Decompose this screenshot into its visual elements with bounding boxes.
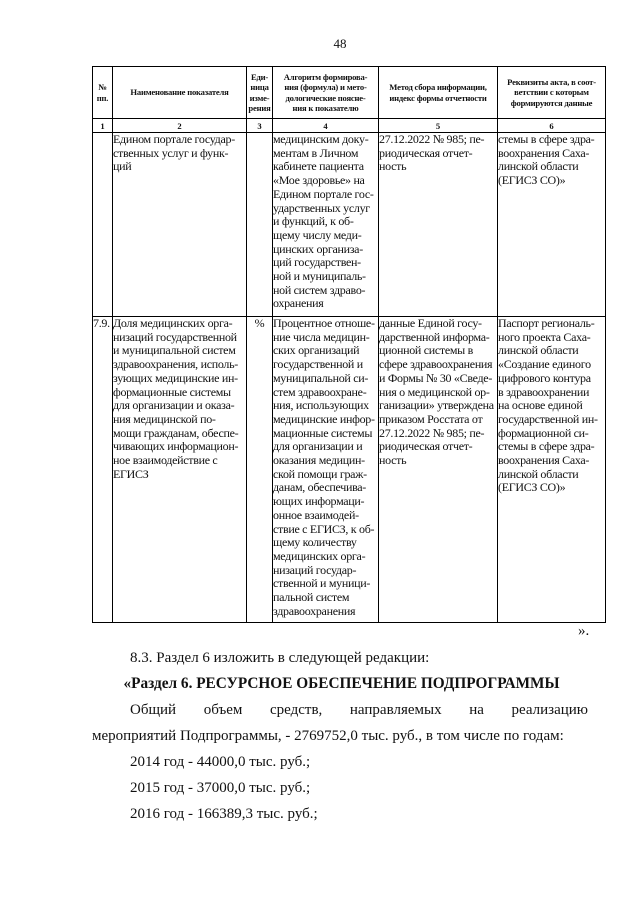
column-number: 1: [93, 119, 113, 133]
cell-collection-method: данные Единой госу- дарственной информа- ционной системы в сфере здравоохранения и Формы № 30 «Сведе- ния о медицинской ор- ганизации» утверждена приказом Росстата от 27.12.2022 № 985; пе- риодическая отчет- ность: [379, 317, 498, 623]
year-funding-line: 2014 год - 44000,0 тыс. руб.;: [130, 754, 311, 770]
amendment-instruction: 8.3. Раздел 6 изложить в следующей редакции:: [130, 650, 430, 666]
indicator-table: [92, 66, 606, 623]
paragraph-line: Общий объем средств, направляемых на реализацию: [130, 702, 588, 718]
cell-act-requisites: Паспорт региональ- ного проекта Саха- линской области «Создание единого цифрового контура в здравоохранении на основе единой государственной ин- формационной си- стемы в сфере здра- воохранения Саха- линской области (ЕГИСЗ СО)»: [498, 317, 606, 623]
cell-unit: [247, 133, 273, 317]
cell-indicator-name: Едином портале государ- ственных услуг и функ- ций: [113, 133, 247, 317]
header-act-requisites: Реквизиты акта, в соот- ветствии с которым формируются данные: [498, 67, 606, 119]
column-number: 4: [273, 119, 379, 133]
page-number: 48: [333, 36, 347, 51]
table-row: [93, 317, 606, 623]
section-text: [92, 645, 603, 827]
closing-quote: ».: [578, 623, 590, 639]
cell-number: 7.9.: [93, 317, 113, 623]
column-number: 3: [247, 119, 273, 133]
cell-indicator-name: Доля медицинских орга- низаций государственной и муниципальной систем здравоохранения, исполь- зующих медицинские ин- формационные системы для организации и оказа- ния медицинской по- мощи гражданам, обеспе- чивающих информацион- ное взаимодействие с ЕГИСЗ: [113, 317, 247, 623]
column-number-row: [93, 119, 606, 133]
cell-unit: %: [247, 317, 273, 623]
table-row: [93, 133, 606, 317]
cell-algorithm: Процентное отноше- ние числа медицин- ских организаций государственной и муниципальной си- стем здравоохране- ния, использующих медицинские инфор- мационные системы для организации и оказания медицин- ской помощи граж- данам, обеспечива- ющих информаци- онное взаимодей- ствие с ЕГИСЗ, к об- щему количеству медицинских орга- низаций государ- ственной и муници- пальной систем здравоохранения: [273, 317, 379, 623]
header-unit: Еди- ница изме- рения: [247, 67, 273, 119]
section-heading: «Раздел 6. РЕСУРСНОЕ ОБЕСПЕЧЕНИЕ ПОДПРОГРАММЫ: [123, 675, 560, 692]
year-funding-line: 2016 год - 166389,3 тыс. руб.;: [130, 806, 318, 822]
header-algorithm: Алгоритм формирова- ния (формула) и мето- дологические поясне- ния к показателю: [273, 67, 379, 119]
column-number: 2: [113, 119, 247, 133]
header-indicator-name: Наименование показателя: [113, 67, 247, 119]
cell-act-requisites: стемы в сфере здра- воохранения Саха- линской области (ЕГИСЗ СО)»: [498, 133, 606, 317]
header-collection-method: Метод сбора информации, индекс формы отчетности: [379, 67, 498, 119]
column-number: 6: [498, 119, 606, 133]
table-header-row: [93, 67, 606, 119]
column-number: 5: [379, 119, 498, 133]
cell-collection-method: 27.12.2022 № 985; пе- риодическая отчет- ность: [379, 133, 498, 317]
cell-number: [93, 133, 113, 317]
year-funding-line: 2015 год - 37000,0 тыс. руб.;: [130, 780, 311, 796]
header-number: № пп.: [93, 67, 113, 119]
cell-algorithm: медицинским доку- ментам в Личном кабинете пациента «Мое здоровье» на Едином портале гос- ударственных услуг и функций, к об- щему числу меди- цинских организа- ций государствен- ной и муниципаль- ной систем здраво- охранения: [273, 133, 379, 317]
paragraph-line: мероприятий Подпрограммы, - 2769752,0 тыс. руб., в том числе по годам:: [92, 728, 564, 744]
